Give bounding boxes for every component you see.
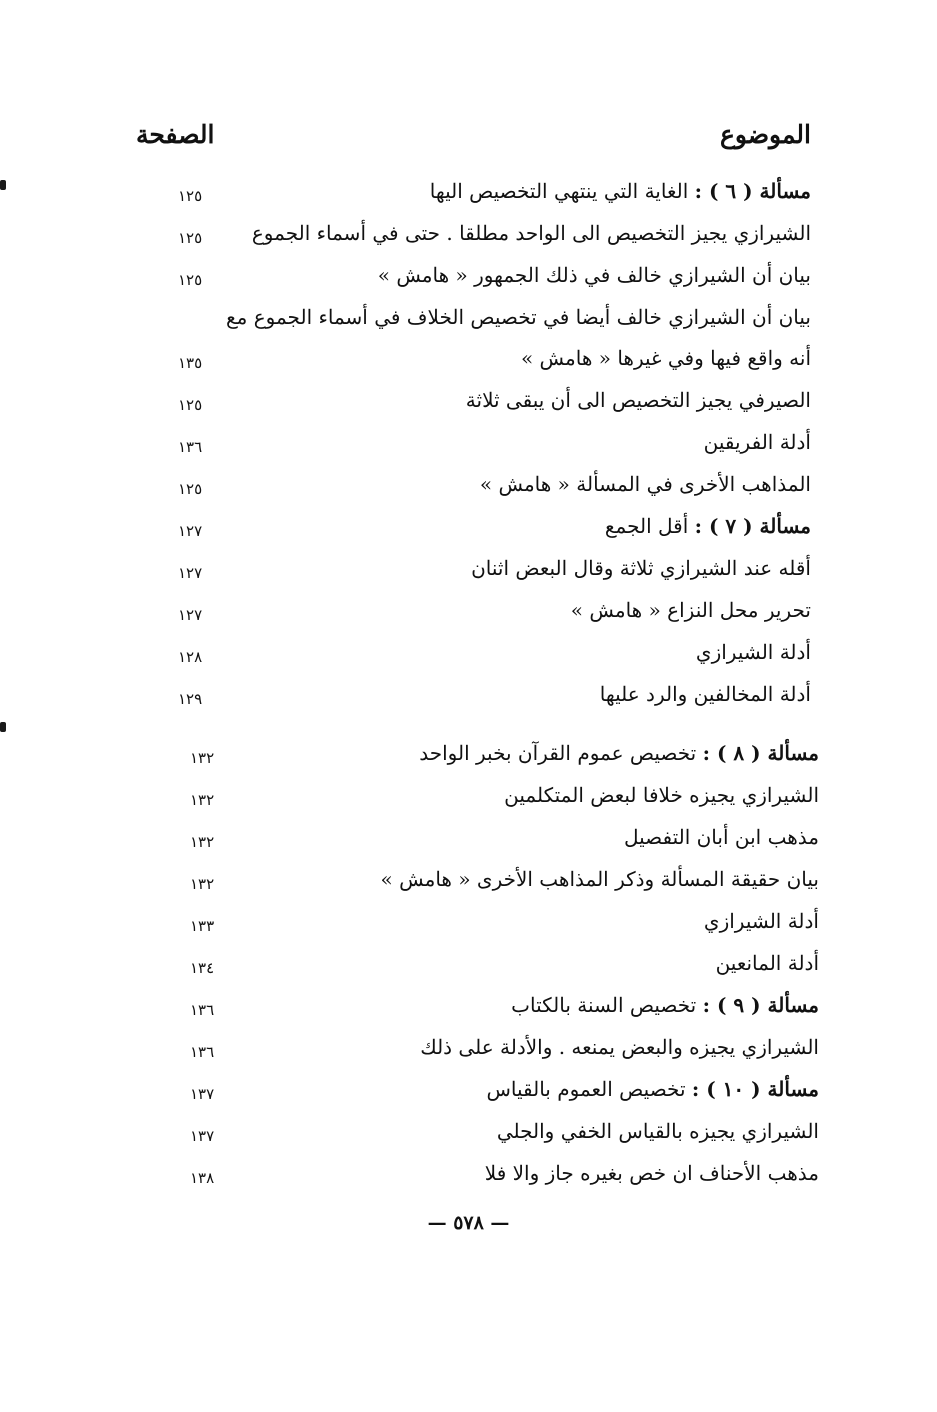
toc-entry xyxy=(0,679,937,719)
toc-entry-text: الغاية التي ينتهي التخصيص اليها xyxy=(429,179,695,203)
toc-entry-text: الصيرفي يجيز التخصيص الى أن يبقى ثلاثة xyxy=(465,388,811,412)
toc-entry-title xyxy=(430,176,811,206)
toc-entry-title xyxy=(471,553,811,583)
toc-page-number: ١٣٧ xyxy=(190,1127,215,1145)
toc-entry-text: بيان حقيقة المسألة وذكر المذاهب الأخرى « هامش » xyxy=(380,867,819,891)
toc-entry xyxy=(0,1074,937,1114)
toc-entry xyxy=(0,302,937,342)
toc-entry-title xyxy=(704,906,819,936)
toc-entry-text: أدلة الشيرازي xyxy=(695,640,811,664)
toc-page-number: ١٢٩ xyxy=(178,690,203,708)
toc-page-number: ١٣٦ xyxy=(190,1001,215,1019)
toc-entry-text: تخصيص العموم بالقياس xyxy=(486,1077,692,1101)
toc-entry-title xyxy=(600,679,811,709)
toc-entry-text: مذهب ابن أبان التفصيل xyxy=(623,825,819,849)
scan-margin-mark xyxy=(0,180,6,190)
toc-entry-text: تخصيص عموم القرآن بخبر الواحد xyxy=(419,741,703,765)
toc-entry-text: أنه واقع فيها وفي غيرها « هامش » xyxy=(520,346,811,370)
toc-page-number: ١٢٧ xyxy=(178,564,203,582)
scan-margin-mark xyxy=(0,722,6,732)
toc-entry-title xyxy=(716,948,819,978)
toc-entry-title xyxy=(378,260,811,290)
toc-entry-text: أدلة المانعين xyxy=(715,951,819,975)
toc-entry-text: الشيرازي يجيزه بالقياس الخفي والجلي xyxy=(496,1119,819,1143)
toc-page-number: ١٢٧ xyxy=(178,522,203,540)
toc-entry-title xyxy=(624,822,819,852)
toc-page-number: ١٣٦ xyxy=(178,438,203,456)
toc-entry-title xyxy=(485,1158,819,1188)
page-column-heading: الصفحة xyxy=(136,120,215,149)
toc-entry xyxy=(0,1032,937,1072)
toc-page-number: ١٢٥ xyxy=(178,480,203,498)
question-label: مسألة ( ٨ ) : xyxy=(702,741,819,765)
toc-entry xyxy=(0,780,937,820)
toc-entry-title xyxy=(704,427,811,457)
page-footer-number: — ٥٧٨ — xyxy=(427,1212,510,1234)
toc-entry xyxy=(0,176,937,216)
toc-entry-text: بيان أن الشيرازي خالف في ذلك الجمهور « هامش » xyxy=(377,263,811,287)
toc-entry xyxy=(0,822,937,862)
toc-page-number: ١٢٥ xyxy=(178,271,203,289)
toc-entry xyxy=(0,218,937,258)
toc-entry xyxy=(0,948,937,988)
toc-page-number: ١٣٢ xyxy=(190,875,215,893)
toc-entry xyxy=(0,1158,937,1198)
question-label: مسألة ( ١٠ ) : xyxy=(691,1077,819,1101)
toc-entry xyxy=(0,511,937,551)
toc-entry xyxy=(0,1116,937,1156)
toc-page-number: ١٣٥ xyxy=(178,354,203,372)
toc-entry xyxy=(0,469,937,509)
toc-entry xyxy=(0,385,937,425)
toc-entry-title xyxy=(696,637,811,667)
toc-entry-text: بيان أن الشيرازي خالف أيضا في تخصيص الخلاف في أسماء الجموع مع xyxy=(226,305,811,329)
toc-entry xyxy=(0,864,937,904)
question-label: مسألة ( ٧ ) : xyxy=(694,514,811,538)
toc-entry-title xyxy=(504,780,819,810)
toc-entry xyxy=(0,427,937,467)
toc-entry xyxy=(0,260,937,300)
toc-page-number: ١٣٢ xyxy=(190,833,215,851)
toc-page-number: ١٢٥ xyxy=(178,187,203,205)
toc-page-number: ١٣٦ xyxy=(190,1043,215,1061)
toc-entry-text: تحرير محل النزاع « هامش » xyxy=(570,598,811,622)
toc-entry-title xyxy=(252,218,811,248)
toc-entry-text: أدلة الشيرازي xyxy=(703,909,819,933)
toc-entry xyxy=(0,595,937,635)
toc-entry-title xyxy=(511,990,819,1020)
toc-entry-title xyxy=(605,511,811,541)
toc-entry-title xyxy=(571,595,811,625)
toc-entry-text: مذهب الأحناف ان خص بغيره جاز والا فلا xyxy=(484,1161,819,1185)
toc-entry-text: أدلة المخالفين والرد عليها xyxy=(599,682,811,706)
toc-entry-title xyxy=(420,1032,819,1062)
toc-entry-title xyxy=(419,738,819,768)
toc-page-number: ١٢٥ xyxy=(178,396,203,414)
toc-entry xyxy=(0,906,937,946)
toc-entry-text: الشيرازي يجيزه خلافا لبعض المتكلمين xyxy=(504,783,819,807)
toc-entry-title xyxy=(466,385,811,415)
toc-page-number: ١٢٨ xyxy=(178,648,203,666)
toc-page-number: ١٣٢ xyxy=(190,791,215,809)
toc-entry xyxy=(0,738,937,778)
toc-entry-text: أقله عند الشيرازي ثلاثة وقال البعض اثنان xyxy=(471,556,811,580)
toc-entry xyxy=(0,553,937,593)
toc-entry xyxy=(0,637,937,677)
toc-page-number: ١٣٨ xyxy=(190,1169,215,1187)
toc-entry-title xyxy=(381,864,819,894)
toc-entry-title xyxy=(480,469,811,499)
toc-entry-text: أقل الجمع xyxy=(604,514,695,538)
toc-entry-title xyxy=(497,1116,819,1146)
question-label: مسألة ( ٩ ) : xyxy=(702,993,819,1017)
topic-column-heading: الموضوع xyxy=(720,120,811,149)
toc-page-number: ١٣٧ xyxy=(190,1085,215,1103)
toc-page-number: ١٣٤ xyxy=(190,959,215,977)
toc-entry-text: الشيرازي يجيزه والبعض يمنعه . والأدلة على ذلك xyxy=(420,1035,819,1059)
toc-entry-title xyxy=(521,343,811,373)
toc-entry xyxy=(0,343,937,383)
toc-entry-text: أدلة الفريقين xyxy=(703,430,811,454)
toc-entry-title xyxy=(486,1074,819,1104)
toc-entry-text: الشيرازي يجيز التخصيص الى الواحد مطلقا . حتى في أسماء الجموع xyxy=(251,221,811,245)
toc-entry-text: تخصيص السنة بالكتاب xyxy=(511,993,703,1017)
toc-entry-title xyxy=(226,302,811,332)
question-label: مسألة ( ٦ ) : xyxy=(694,179,811,203)
toc-page-number: ١٢٥ xyxy=(178,229,203,247)
toc-entry-text: المذاهب الأخرى في المسألة « هامش » xyxy=(479,472,811,496)
toc-page-number: ١٣٣ xyxy=(190,917,215,935)
toc-entry xyxy=(0,990,937,1030)
toc-page-number: ١٣٢ xyxy=(190,749,215,767)
toc-page-number: ١٢٧ xyxy=(178,606,203,624)
